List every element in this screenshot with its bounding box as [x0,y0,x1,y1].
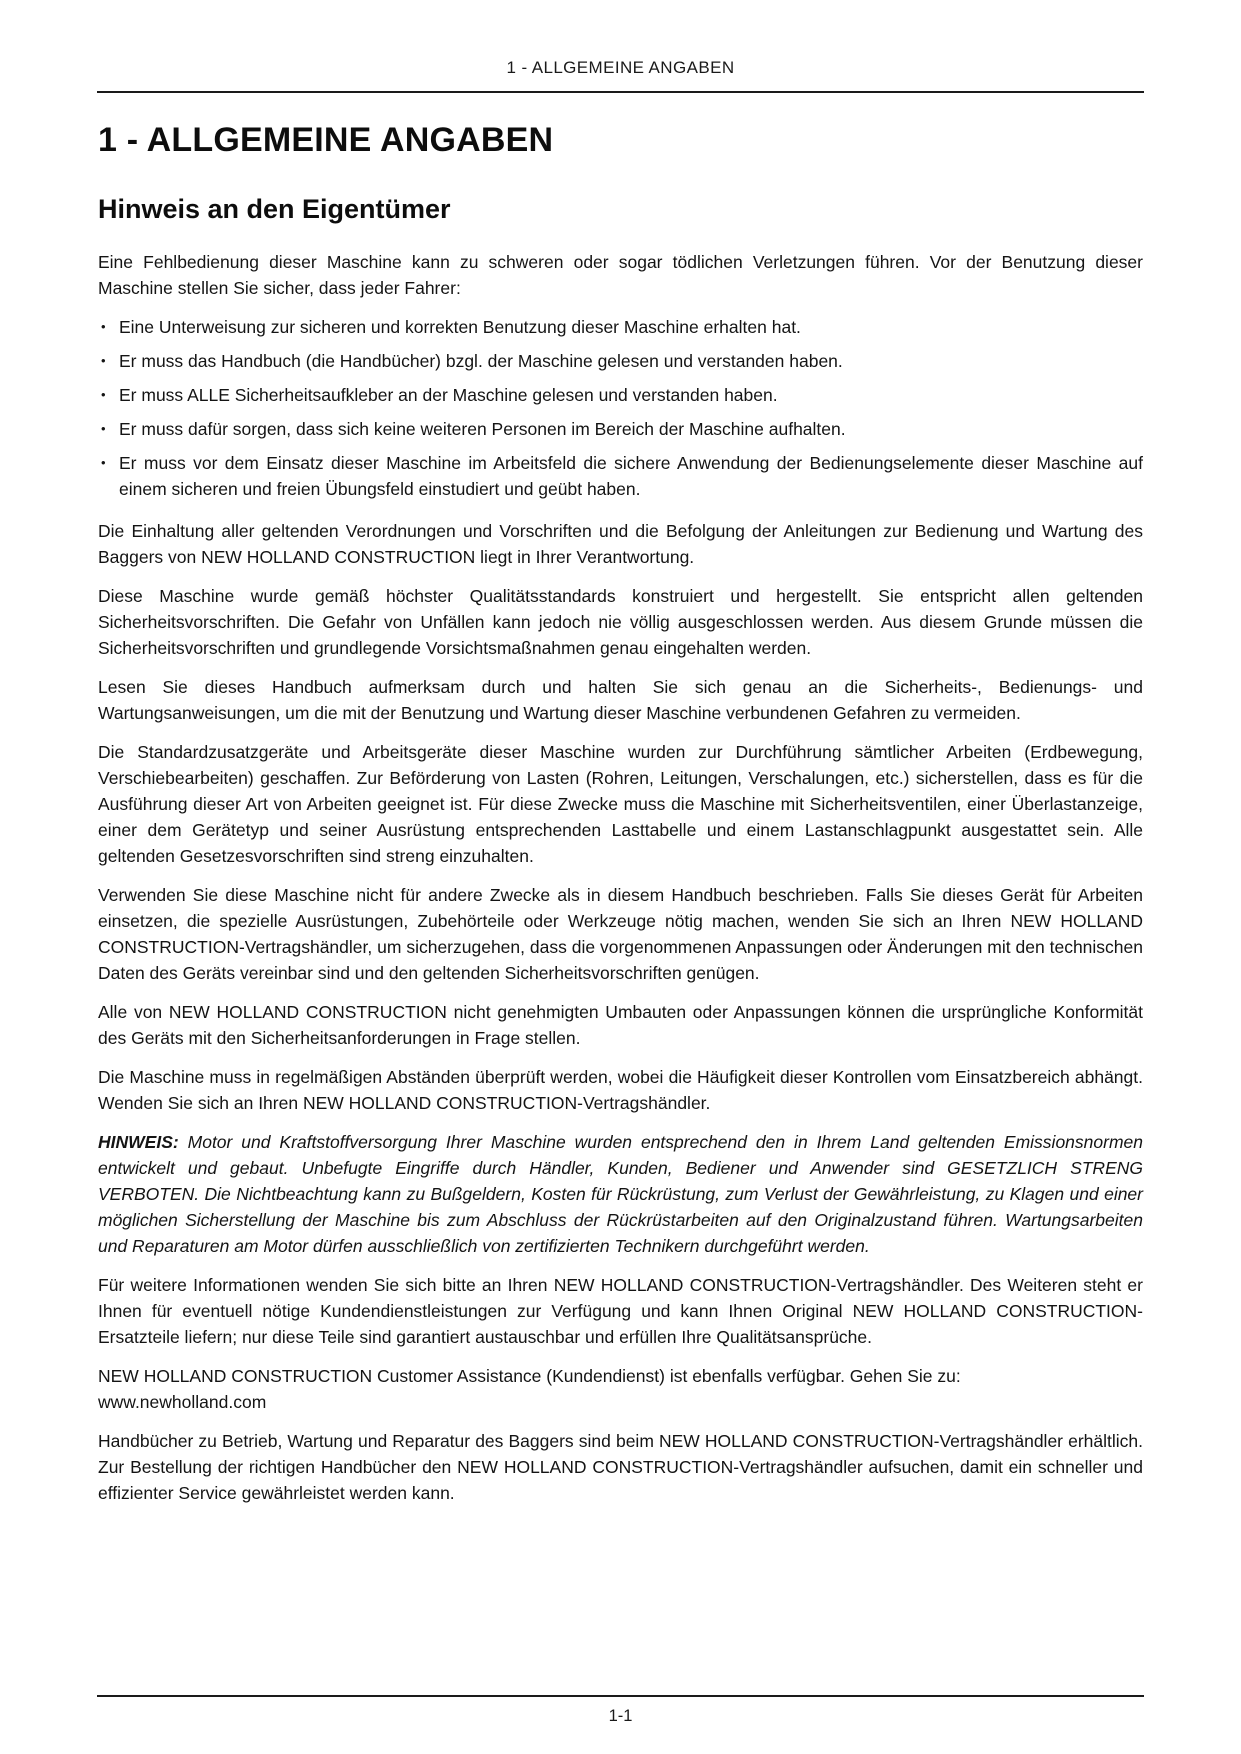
customer-assistance-paragraph [98,1363,1143,1415]
bullet-icon: • [101,387,106,402]
paragraph: Die Standardzusatzgeräte und Arbeitsgeräte dieser Maschine wurden zur Durchführung sämtlicher Arbeiten (Erdbewegung, Verschiebearbeiten) geschaffen. Zur Beförderung von Lasten (Rohren, Leitungen, Verschalungen, etc.) sicherstellen, dass es für die Ausführung dieser Art von Arbeiten geeignet ist. Für diese Zwecke muss die Maschine mit Sicherheitsventilen, einer Überlastanzeige, einer dem Gerätetyp und seiner Ausrüstung entsprechenden Lasttabelle und einem Lastanschlagpunkt ausgestattet sein. Alle geltenden Gesetzesvorschriften sind streng einzuhalten. [98,742,1143,866]
page-header [0,0,1241,93]
bullet-icon: • [101,455,106,470]
bullet-icon: • [101,353,106,368]
paragraph: Die Maschine muss in regelmäßigen Abständen überprüft werden, wobei die Häufigkeit dieser Kontrollen vom Einsatzbereich abhängt. Wenden Sie sich an Ihren NEW HOLLAND CONSTRUCTION-Vertragshändler. [98,1067,1143,1113]
closing-paragraph: Handbücher zu Betrieb, Wartung und Reparatur des Baggers sind beim NEW HOLLAND CONSTRUCTION-Vertragshändler erhältlich. Zur Bestellung der richtigen Handbücher den NEW HOLLAND CONSTRUCTION-Vertragshändler aufsuchen, damit ein schneller und effizienter Service gewährleistet werden kann. [98,1431,1143,1503]
bullet-text: Er muss dafür sorgen, dass sich keine weiteren Personen im Bereich der Maschine aufhalten. [119,419,846,439]
note-text: Motor und Kraftstoffversorgung Ihrer Maschine wurden entsprechend den in Ihrem Land geltenden Emissionsnormen entwickelt und gebaut. Unbefugte Eingriffe durch Händler, Kunden, Bediener und Anwender sind GESETZLICH STRENG VERBOTEN. Die Nichtbeachtung kann zu Bußgeldern, Kosten für Rückrüstung, zum Verlust der Gewährleistung, zu Klagen und einer möglichen Sicherstellung der Maschine bis zum Abschluss der Rückrüstarbeiten auf den Originalzustand führen. Wartungsarbeiten und Reparaturen am Motor dürfen ausschließlich von zertifizierten Technikern durchgeführt werden. [98,1132,1143,1256]
bullet-item [98,416,1143,442]
bullet-text: Er muss das Handbuch (die Handbücher) bzgl. der Maschine gelesen und verstanden haben. [119,351,843,371]
running-header-title: 1 - ALLGEMEINE ANGABEN [506,58,735,77]
bullet-icon: • [101,319,106,334]
customer-assistance-url: www.newholland.com [98,1392,267,1412]
page-number: 1-1 [608,1707,633,1725]
bullet-list [98,314,1143,502]
paragraph: Die Einhaltung aller geltenden Verordnungen und Vorschriften und die Befolgung der Anleitungen zur Bedienung und Wartung des Baggers von NEW HOLLAND CONSTRUCTION liegt in Ihrer Verantwortung. [98,521,1143,567]
footer-divider [97,1695,1144,1697]
page-footer [0,1695,1241,1754]
customer-assistance-line1: NEW HOLLAND CONSTRUCTION Customer Assistance (Kundendienst) ist ebenfalls verfügbar. Gehen Sie zu: [98,1366,961,1386]
note-label: HINWEIS: [98,1132,179,1152]
bullet-item [98,348,1143,374]
bullet-icon: • [101,421,106,436]
header-divider [97,91,1144,93]
bullet-item [98,314,1143,340]
paragraph: Für weitere Informationen wenden Sie sich bitte an Ihren NEW HOLLAND CONSTRUCTION-Vertragshändler. Des Weiteren steht er Ihnen für eventuell nötige Kundendienstleistungen zur Verfügung und kann Ihnen Original NEW HOLLAND CONSTRUCTION-Ersatzteile liefern; nur diese Teile sind garantiert austauschbar und erfüllen Ihre Qualitätsansprüche. [98,1275,1143,1347]
paragraph: Diese Maschine wurde gemäß höchster Qualitätsstandards konstruiert und hergestellt. Sie entspricht allen geltenden Sicherheitsvorschriften. Die Gefahr von Unfällen kann jedoch nie völlig ausgeschlossen werden. Aus diesem Grunde müssen die Sicherheitsvorschriften und grundlegende Vorsichtsmaßnahmen genau eingehalten werden. [98,586,1143,658]
page-content [0,121,1241,1695]
chapter-title: 1 - ALLGEMEINE ANGABEN [98,121,554,159]
paragraph: Alle von NEW HOLLAND CONSTRUCTION nicht genehmigten Umbauten oder Anpassungen können die ursprüngliche Konformität des Geräts mit den Sicherheitsanforderungen in Frage stellen. [98,1002,1143,1048]
bullet-text: Eine Unterweisung zur sicheren und korrekten Benutzung dieser Maschine erhalten hat. [119,317,801,337]
bullet-item [98,450,1143,502]
note-paragraph [98,1129,1143,1259]
section-heading: Hinweis an den Eigentümer [98,194,451,224]
paragraph: Lesen Sie dieses Handbuch aufmerksam durch und halten Sie sich genau an die Sicherheits-, Bedienungs- und Wartungsanweisungen, um die mit der Benutzung und Wartung dieser Maschine verbundenen Gefahren zu vermeiden. [98,677,1143,723]
bullet-item [98,382,1143,408]
intro-paragraph: Eine Fehlbedienung dieser Maschine kann zu schweren oder sogar tödlichen Verletzungen führen. Vor der Benutzung dieser Maschine stellen Sie sicher, dass jeder Fahrer: [98,252,1143,298]
paragraph: Verwenden Sie diese Maschine nicht für andere Zwecke als in diesem Handbuch beschrieben. Falls Sie dieses Gerät für Arbeiten einsetzen, die spezielle Ausrüstungen, Zubehörteile oder Werkzeuge nötig machen, wenden Sie sich an Ihren NEW HOLLAND CONSTRUCTION-Vertragshändler, um sicherzugehen, dass die vorgenommenen Anpassungen oder Änderungen mit den technischen Daten des Geräts vereinbar sind und den geltenden Sicherheitsvorschriften genügen. [98,885,1143,983]
bullet-text: Er muss ALLE Sicherheitsaufkleber an der Maschine gelesen und verstanden haben. [119,385,778,405]
bullet-text: Er muss vor dem Einsatz dieser Maschine im Arbeitsfeld die sichere Anwendung der Bedienungselemente dieser Maschine auf einem sicheren und freien Übungsfeld einstudiert und geübt haben. [119,453,1143,499]
